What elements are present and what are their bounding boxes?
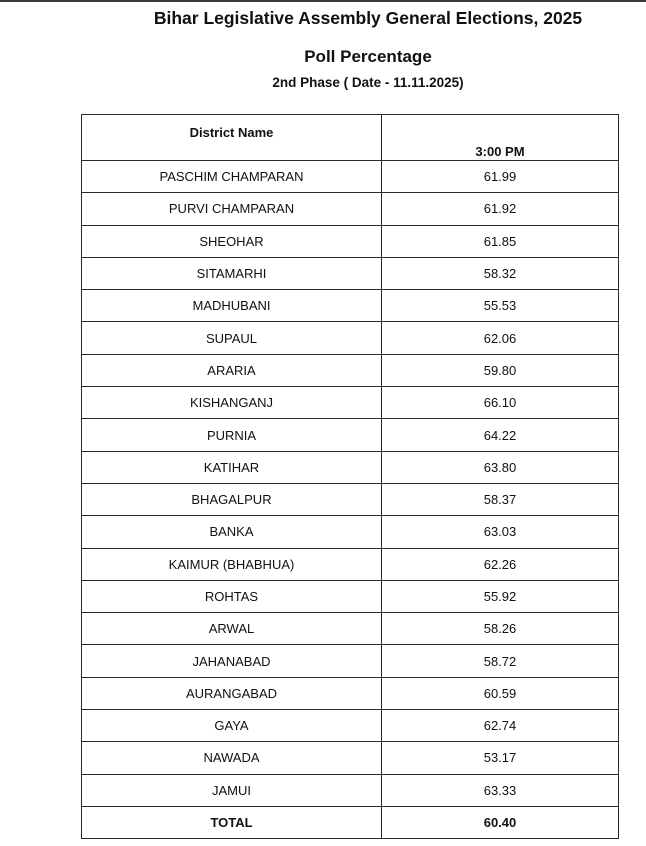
poll-percentage-cell: 61.99 [382, 161, 619, 193]
table-row [82, 322, 619, 354]
poll-percentage-cell: 60.59 [382, 677, 619, 709]
total-value: 60.40 [382, 806, 619, 838]
table-row [82, 483, 619, 515]
poll-percentage-cell: 58.26 [382, 613, 619, 645]
table-row [82, 257, 619, 289]
district-name-cell: GAYA [82, 710, 382, 742]
poll-percentage-cell: 63.03 [382, 516, 619, 548]
table-row [82, 193, 619, 225]
district-name-cell: KAIMUR (BHABHUA) [82, 548, 382, 580]
document-title: Bihar Legislative Assembly General Elections, 2025 [153, 8, 583, 28]
district-name-cell: PURVI CHAMPARAN [82, 193, 382, 225]
poll-percentage-cell: 55.53 [382, 290, 619, 322]
table-row [82, 645, 619, 677]
district-name-cell: KISHANGANJ [82, 387, 382, 419]
total-label: TOTAL [82, 806, 382, 838]
district-name-cell: BANKA [82, 516, 382, 548]
phase-date: 2nd Phase ( Date - 11.11.2025) [272, 75, 464, 90]
table-row [82, 548, 619, 580]
poll-percentage-cell: 62.74 [382, 710, 619, 742]
poll-percentage-cell: 61.92 [382, 193, 619, 225]
district-name-cell: KATIHAR [82, 451, 382, 483]
district-name-cell: JAMUI [82, 774, 382, 806]
poll-percentage-cell: 62.26 [382, 548, 619, 580]
table-row [82, 677, 619, 709]
table-header-row [82, 115, 619, 161]
district-name-cell: MADHUBANI [82, 290, 382, 322]
table-row [82, 580, 619, 612]
document-subtitle: Poll Percentage [304, 47, 432, 66]
district-name-cell: PURNIA [82, 419, 382, 451]
table-row [82, 225, 619, 257]
poll-percentage-cell: 64.22 [382, 419, 619, 451]
poll-percentage-cell: 58.37 [382, 483, 619, 515]
column-header-district: District Name [82, 115, 382, 161]
table-row [82, 354, 619, 386]
total-row [82, 806, 619, 838]
district-name-cell: ARWAL [82, 613, 382, 645]
table-row [82, 451, 619, 483]
table-row [82, 742, 619, 774]
poll-percentage-cell: 53.17 [382, 742, 619, 774]
district-name-cell: NAWADA [82, 742, 382, 774]
table-row [82, 419, 619, 451]
district-name-cell: SHEOHAR [82, 225, 382, 257]
district-name-cell: AURANGABAD [82, 677, 382, 709]
table-row [82, 290, 619, 322]
top-border [0, 0, 646, 2]
poll-percentage-cell: 59.80 [382, 354, 619, 386]
poll-percentage-cell: 63.33 [382, 774, 619, 806]
poll-percentage-table [81, 114, 619, 839]
table-row [82, 613, 619, 645]
table-row [82, 774, 619, 806]
table-row [82, 161, 619, 193]
district-name-cell: JAHANABAD [82, 645, 382, 677]
district-name-cell: BHAGALPUR [82, 483, 382, 515]
poll-percentage-cell: 58.32 [382, 257, 619, 289]
poll-percentage-cell: 55.92 [382, 580, 619, 612]
poll-percentage-cell: 58.72 [382, 645, 619, 677]
table-row [82, 387, 619, 419]
district-name-cell: PASCHIM CHAMPARAN [82, 161, 382, 193]
district-name-cell: ARARIA [82, 354, 382, 386]
poll-percentage-cell: 62.06 [382, 322, 619, 354]
poll-percentage-cell: 63.80 [382, 451, 619, 483]
district-name-cell: ROHTAS [82, 580, 382, 612]
poll-percentage-cell: 61.85 [382, 225, 619, 257]
district-name-cell: SITAMARHI [82, 257, 382, 289]
poll-percentage-cell: 66.10 [382, 387, 619, 419]
column-header-time: 3:00 PM [382, 115, 619, 161]
table-row [82, 710, 619, 742]
table-row [82, 516, 619, 548]
district-name-cell: SUPAUL [82, 322, 382, 354]
